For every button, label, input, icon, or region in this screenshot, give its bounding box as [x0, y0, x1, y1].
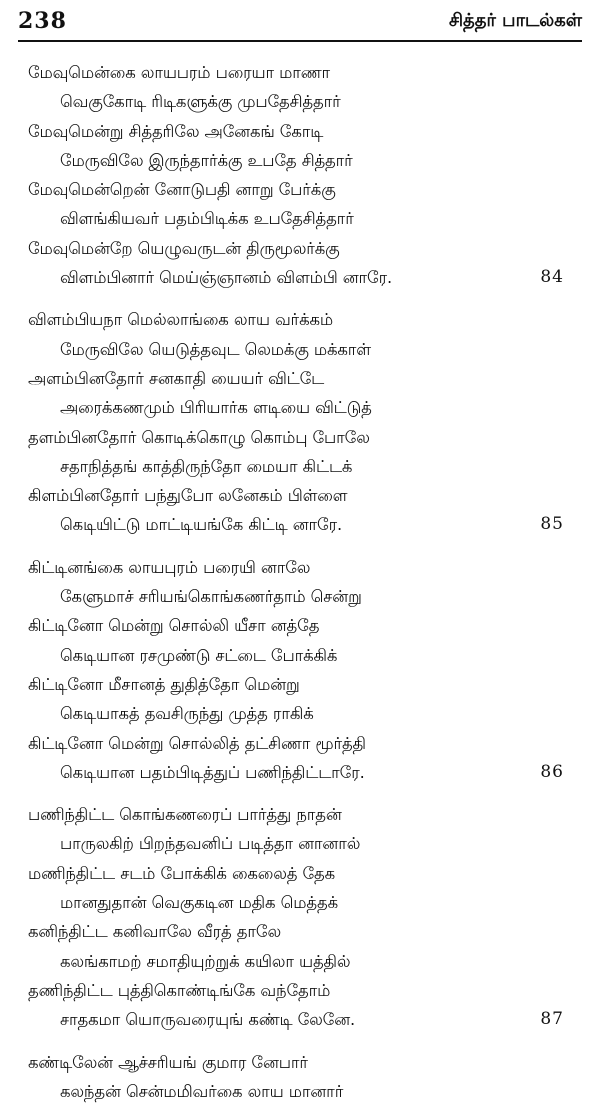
- stanza: [0, 305, 600, 539]
- verse-line: பணிந்திட்ட கொங்கணரைப் பார்த்து நாதன்: [28, 805, 342, 825]
- verse-line: கிட்டினங்கை லாயபுரம் பரையி னாலே: [28, 557, 311, 577]
- verse-line: கெடியிட்டு மாட்டியங்கே கிட்டி னாரே.: [60, 515, 343, 535]
- verse-line: கலங்காமற் சமாதியுற்றுக் கயிலா யத்தில்: [60, 951, 351, 971]
- verse-line: விளம்பினார் மெய்ஞ்ஞானம் விளம்பி னாரே.: [60, 268, 393, 288]
- verse-line: அளம்பினதோர் சனகாதி யையர் விட்டே: [28, 368, 325, 388]
- verse-line: தளம்பினதோர் கொடிக்கொழு கொம்பு போலே: [28, 427, 370, 447]
- verse-line: கண்டிலேன் ஆச்சரியங் குமார னேபார்: [28, 1052, 308, 1072]
- verse-line: கிட்டினோ மென்று சொல்லித் தட்சிணா மூர்த்தி: [28, 733, 366, 753]
- verse-line: மணிந்திட்ட சடம் போக்கிக் கைலைத் தேக: [28, 863, 336, 883]
- verse-line: மேவுமென்கை லாயபரம் பரையா மாணா: [28, 63, 330, 82]
- stanza: [0, 58, 600, 292]
- verse-line: வெகுகோடி ரிடிகளுக்கு முபதேசித்தார்: [60, 92, 341, 112]
- verse-line: மேவுமென்று சித்தரிலே அனேகங் கோடி: [28, 121, 324, 141]
- verse-line: விளம்பியநா மெல்லாங்கை லாய வர்க்கம்: [28, 310, 333, 330]
- stanza: [0, 800, 600, 1034]
- verse-body: [0, 58, 600, 1119]
- verse-line: கிட்டினோ மீசானத் துதித்தோ மென்று: [28, 674, 300, 694]
- verse-line: கேளுமாச் சரியங்கொங்கணர்தாம் சென்று: [60, 587, 362, 607]
- verse-number: 87: [540, 1009, 564, 1030]
- verse-line: மேவுமென்றென் னோடுபதி னாறு பேர்க்கு: [28, 180, 336, 200]
- verse-number: 84: [540, 267, 564, 288]
- verse-line: கெடியாகத் தவசிருந்து முத்த ராகிக்: [60, 704, 314, 724]
- stanza: [0, 553, 600, 787]
- verse-number: 85: [540, 514, 564, 535]
- stanza: [0, 1048, 600, 1107]
- page-number: 238: [18, 8, 67, 34]
- verse-line: கெடியான பதம்பிடித்துப் பணிந்திட்டாரே.: [60, 762, 365, 782]
- verse-line: பாருலகிற் பிறந்தவனிப் படித்தா னானால்: [60, 834, 361, 854]
- header-rule: [18, 40, 582, 42]
- verse-line: மானதுதான் வெகுகடின மதிக மெத்தக்: [60, 893, 338, 913]
- verse-line: கிட்டினோ மென்று சொல்லி யீசா னத்தே: [28, 616, 320, 636]
- verse-line: கெடியான ரசமுண்டு சட்டை போக்கிக்: [60, 645, 338, 665]
- running-title: சித்தர் பாடல்கள்: [448, 10, 582, 31]
- verse-number: 86: [540, 761, 564, 782]
- page-header: [18, 6, 582, 40]
- verse-line: கலந்தன் சென்மமிவர்கை லாய மானார்: [60, 1081, 344, 1101]
- verse-line: மேவுமென்றே யெழுவருடன் திருமூலர்க்கு: [28, 238, 340, 258]
- verse-line: தணிந்திட்ட புத்திகொண்டிங்கே வந்தோம்: [28, 980, 331, 1000]
- verse-line: மேருவிலே யெடுத்தவுட லெமக்கு மக்காள்: [60, 339, 371, 359]
- verse-line: கனிந்திட்ட கனிவாலே வீரத் தாலே: [28, 922, 281, 942]
- verse-line: விளங்கியவர் பதம்பிடிக்க உபதேசித்தார்: [60, 209, 354, 229]
- verse-line: கிளம்பினதோர் பந்துபோ லனேகம் பிள்ளை: [28, 486, 348, 506]
- verse-line: அரைக்கணமும் பிரியார்க ளடியை விட்டுத்: [60, 398, 372, 418]
- verse-line: சாதகமா யொருவரையுங் கண்டி லேனே.: [60, 1010, 356, 1030]
- verse-line: மேருவிலே இருந்தார்க்கு உபதே சித்தார்: [60, 150, 353, 170]
- verse-line: சதாநித்தங் காத்திருந்தோ மையா கிட்டக்: [60, 456, 353, 476]
